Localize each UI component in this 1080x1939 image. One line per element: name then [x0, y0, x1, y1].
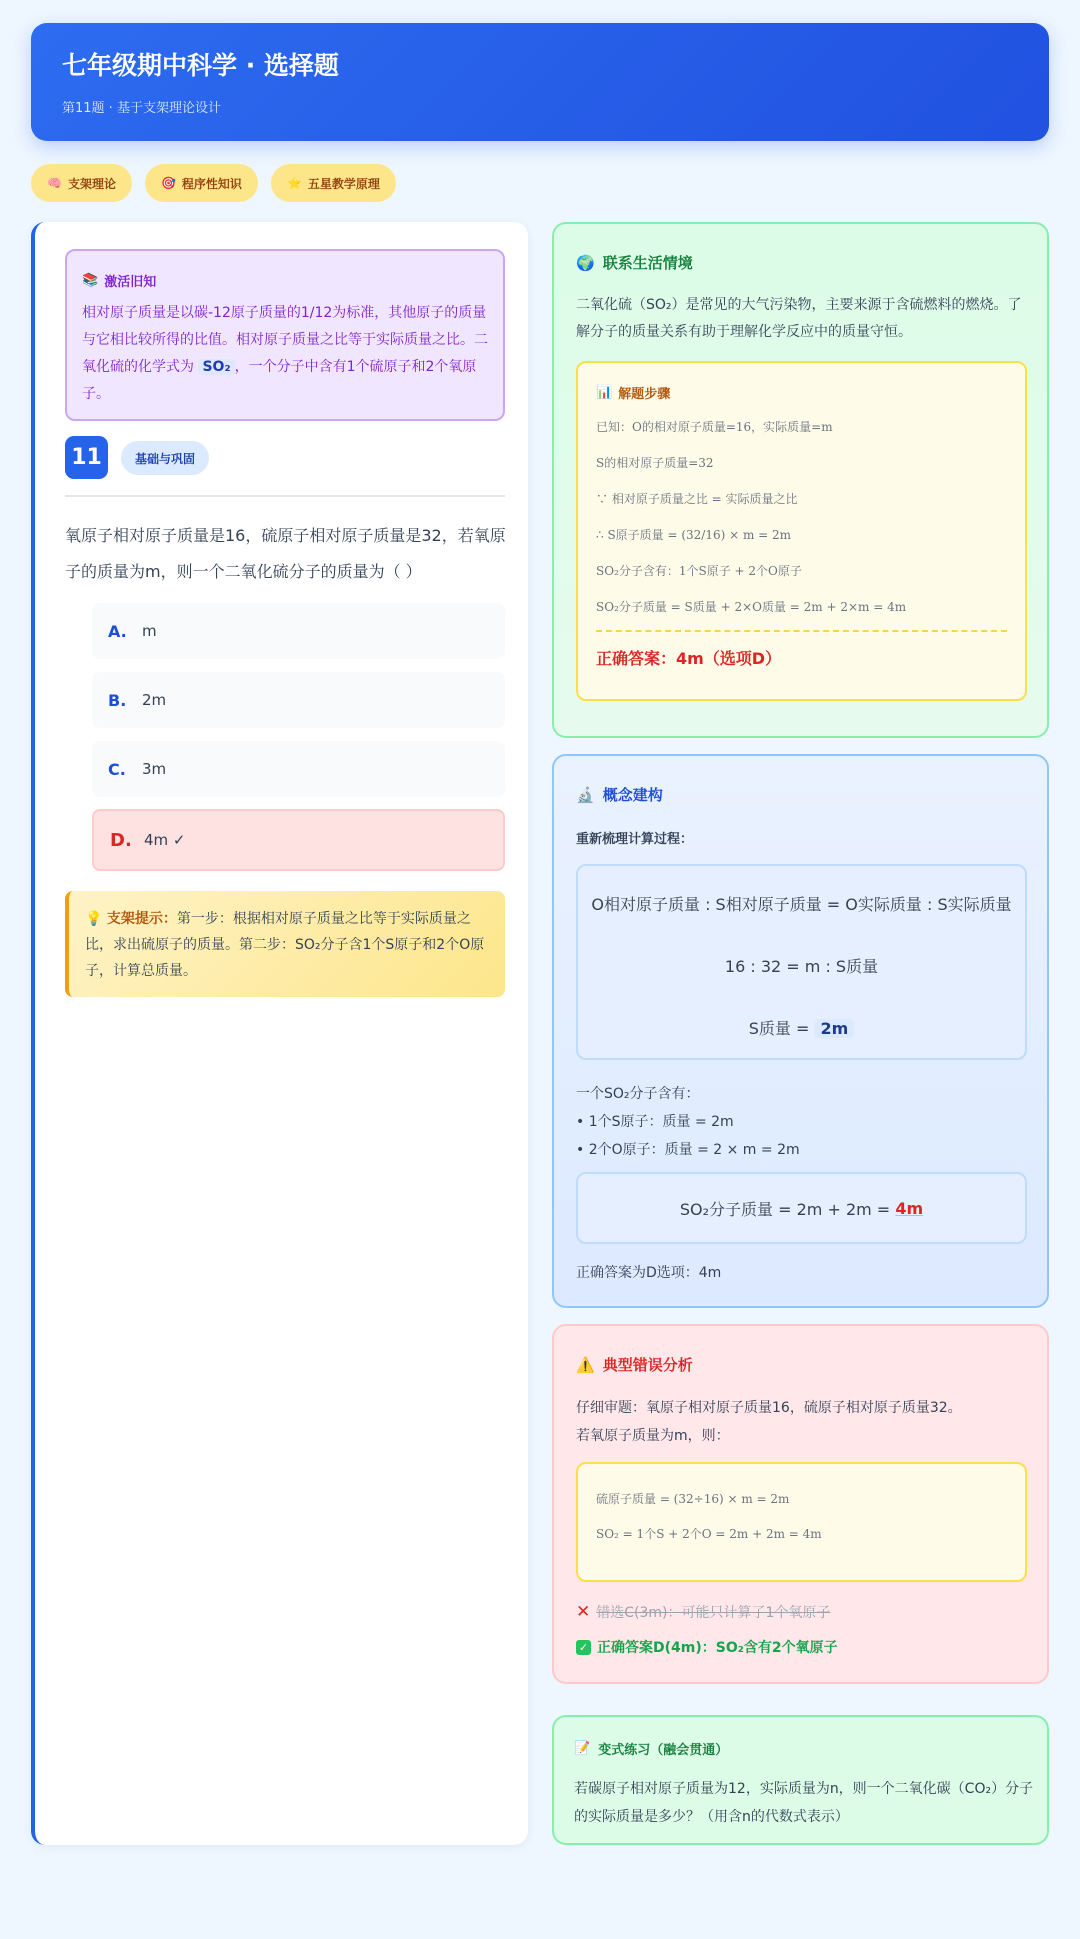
memo-icon: 📝 [574, 1741, 591, 1756]
steps-title [596, 383, 1007, 402]
divider [65, 495, 505, 497]
step-line: S的相对原子质量=32 [596, 456, 714, 470]
activate-text-before: 相对原子质量是以碳-12原子质量的1/12为标准，其他原子的质量与它相比较所得的比值。相对原子质量之比等于实际质量之比。二氧化硫的化学式为 [82, 305, 488, 375]
option-letter: D. [110, 829, 132, 851]
chart-icon: 📊 [596, 385, 613, 400]
right-choice [576, 1637, 838, 1657]
error-desc-line: 若氧原子质量为m，则： [576, 1428, 730, 1444]
wrong-choice-text: 错选C(3m)：可能只计算了1个氧原子 [596, 1605, 831, 1621]
activate-title [82, 271, 488, 290]
tag-five-star [271, 164, 396, 202]
life-title-text: 联系生活情境 [602, 254, 693, 272]
lightbulb-icon: 💡 [85, 911, 103, 927]
option-text: 2m [142, 691, 167, 709]
books-icon: 📚 [82, 273, 99, 288]
concept-card [552, 754, 1049, 1308]
option-letter: A. [108, 621, 127, 641]
steps-title-text: 解题步骤 [618, 387, 671, 402]
star-icon: ⭐ [286, 176, 302, 190]
concept-title [576, 784, 663, 805]
option-a[interactable] [92, 603, 505, 659]
concept-title-text: 概念建构 [602, 786, 663, 804]
hint-label: 支架提示： [106, 911, 177, 927]
brain-icon: 🧠 [47, 176, 62, 190]
globe-icon: 🌍 [576, 253, 595, 272]
concept-footer: 正确答案为D选项：4m [576, 1265, 722, 1281]
option-d[interactable] [92, 809, 505, 871]
option-letter: C. [108, 759, 126, 779]
warning-icon: ⚠️ [576, 1355, 595, 1374]
microscope-icon: 🔬 [576, 785, 595, 804]
practice-card [552, 1715, 1049, 1845]
list-item: • 2个O原子：质量 = 2 × m = 2m [576, 1142, 800, 1158]
life-title [576, 252, 693, 273]
tag-scaffolding [31, 164, 132, 202]
error-analysis-card [552, 1324, 1049, 1684]
error-desc-line: 仔细审题：氧原子相对原子质量16，硫原子相对原子质量32。 [576, 1400, 962, 1416]
option-letter: B. [108, 690, 127, 710]
practice-title [574, 1739, 728, 1758]
calc-line: SO₂ = 1个S + 2个O = 2m + 2m = 4m [596, 1527, 822, 1541]
option-b[interactable] [92, 672, 505, 728]
molecule-composition [576, 1080, 800, 1164]
activate-text [82, 300, 488, 408]
sum-formula-box [576, 1172, 1027, 1244]
tag-label: 支架理论 [67, 176, 116, 191]
tag-procedural [145, 164, 258, 202]
tag-label: 程序性知识 [181, 176, 242, 191]
practice-title-text: 变式练习（融会贯通） [598, 1743, 729, 1758]
calc-line: 硫原子质量 = (32÷16) × m = 2m [596, 1492, 790, 1506]
formula-3-value: 2m [814, 1019, 854, 1038]
wrong-choice [576, 1602, 830, 1622]
page-header [31, 23, 1049, 141]
error-title [576, 1354, 693, 1375]
activate-title-text: 激活旧知 [104, 275, 157, 290]
dashed-divider [596, 630, 1007, 632]
life-context-card [552, 222, 1049, 738]
practice-text: 若碳原子相对原子质量为12，实际质量为n，则一个二氧化碳（CO₂）分子的实际质量是多少？（用含n的代数式表示） [574, 1781, 1034, 1825]
step-line: 已知：O的相对原子质量=16，实际质量=m [596, 420, 833, 434]
formula-line-1: O相对原子质量 : S相对原子质量 = O实际质量 : S实际质量 [591, 895, 1012, 914]
hint-text: 第一步：根据相对原子质量之比等于实际质量之比，求出硫原子的质量。第二步：SO₂分子含1个S原子和2个O原子，计算总质量。 [85, 911, 485, 979]
error-title-text: 典型错误分析 [602, 1356, 693, 1374]
target-icon: 🎯 [160, 176, 176, 190]
concept-subtitle: 重新梳理计算过程： [576, 832, 694, 847]
option-c[interactable] [92, 741, 505, 797]
option-text: 4m ✓ [144, 831, 186, 849]
tag-label: 五星教学原理 [307, 176, 380, 191]
right-choice-text: 正确答案D(4m)：SO₂含有2个氧原子 [597, 1640, 838, 1656]
tag-list [31, 164, 396, 202]
activate-text-after: ，一个分子中含有1个硫原子和2个氧原子。 [82, 359, 477, 402]
step-line: ∵ 相对原子质量之比 = 实际质量之比 [596, 492, 798, 506]
solution-steps [576, 361, 1027, 701]
list-item: • 1个S原子：质量 = 2m [576, 1114, 734, 1130]
cross-icon: ✕ [576, 1602, 591, 1622]
option-text: 3m [142, 760, 167, 778]
check-icon: ✓ [576, 1640, 591, 1655]
sum-value: 4m [895, 1198, 924, 1218]
question-number: 11 [65, 436, 108, 479]
scaffold-hint [65, 891, 505, 997]
so2-formula: SO₂ [198, 359, 234, 375]
question-card [31, 222, 528, 1845]
life-desc: 二氧化硫（SO₂）是常见的大气污染物，主要来源于含硫燃料的燃烧。了解分子的质量关系有助于理解化学反应中的质量守恒。 [576, 297, 1022, 340]
formula-line-3 [578, 1016, 1025, 1039]
formula-line-2: 16 : 32 = m : S质量 [724, 957, 879, 976]
step-line: ∴ S原子质量 = (32/16) × m = 2m [596, 528, 792, 542]
formula-3-prefix: S质量 = [748, 1019, 815, 1038]
option-text: m [142, 622, 157, 640]
steps-answer: 正确答案：4m（选项D） [596, 649, 782, 668]
list-title: 一个SO₂分子含有： [576, 1086, 700, 1102]
step-line: SO₂分子含有：1个S原子 + 2个O原子 [596, 564, 802, 578]
sum-prefix: SO₂分子质量 = 2m + 2m = [679, 1199, 891, 1219]
error-calc-box [576, 1462, 1027, 1582]
ratio-formula-box [576, 864, 1027, 1060]
page-subtitle: 第11题 · 基于支架理论设计 [62, 101, 221, 116]
question-stem: 氧原子相对原子质量是16，硫原子相对原子质量是32，若氧原子的质量为m，则一个二氧化硫分子的质量为（ ） [65, 526, 506, 581]
step-line: SO₂分子质量 = S质量 + 2×O质量 = 2m + 2×m = 4m [596, 600, 907, 614]
page-title: 七年级期中科学 · 选择题 [62, 51, 339, 80]
level-badge: 基础与巩固 [121, 441, 209, 475]
error-desc [576, 1394, 1031, 1450]
activate-prior-knowledge [65, 249, 505, 421]
